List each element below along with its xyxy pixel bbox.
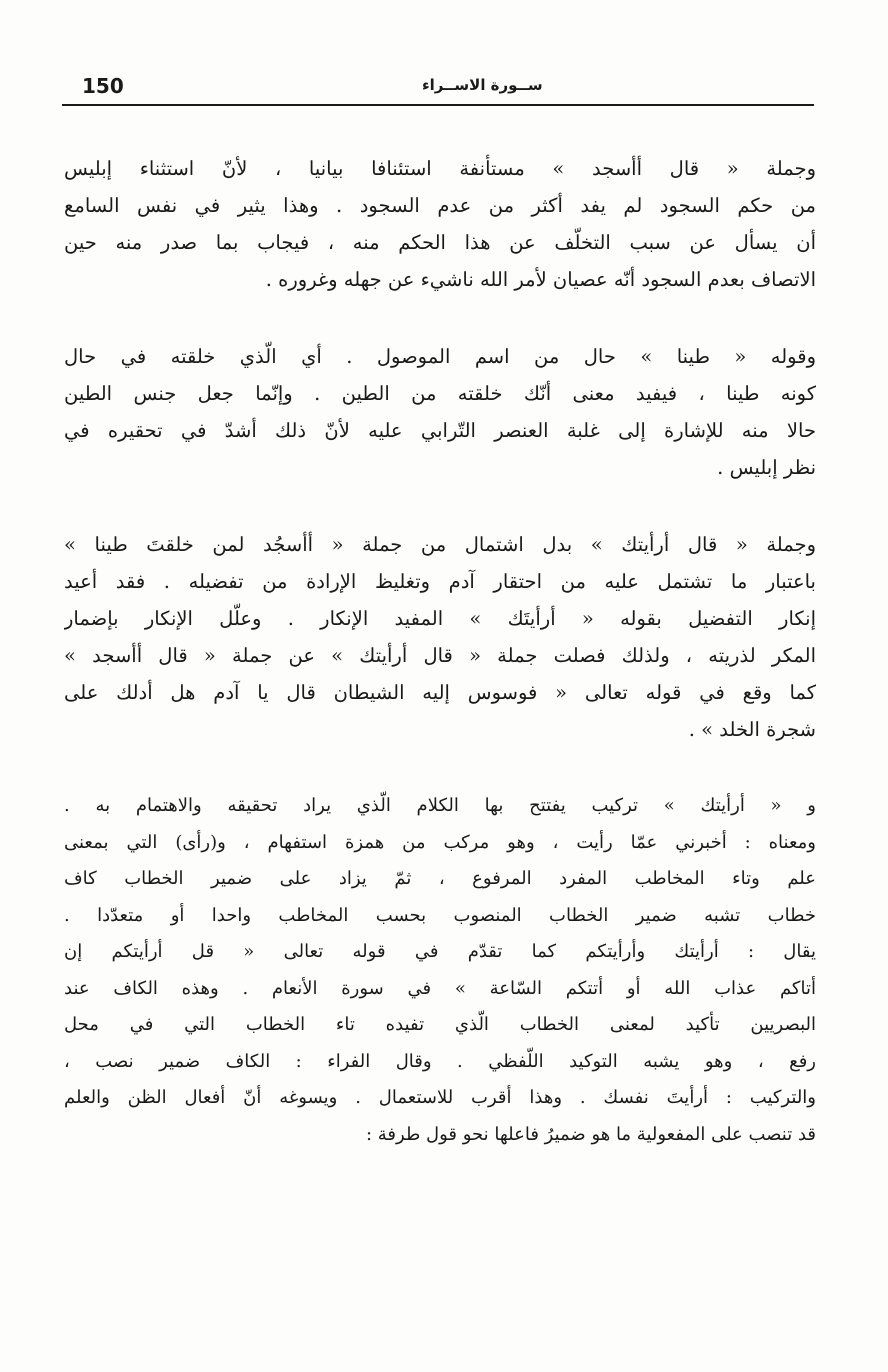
text-line: يقال : أرأيتك وأرأيتكم كما تقدّم في قوله تعالى « قل أرأيتكم إن <box>64 941 816 962</box>
text-line: و « أرأيتك » تركيب يفتتح بها الكلام الّذي يراد تحقيقه والاهتمام به . <box>64 795 816 816</box>
text-line: علم وتاء المخاطب المفرد المرفوع ، ثمّ يزاد على ضمير الخطاب كاف <box>64 868 816 889</box>
text-line: وقوله « طينا » حال من اسم الموصول . أي الّذي خلقته في حال <box>64 345 816 368</box>
paragraph-4 <box>64 788 816 1153</box>
paragraph-3 <box>64 526 816 748</box>
text-line: شجرة الخلد » . <box>688 718 816 741</box>
text-line: خطاب تشبه ضمير الخطاب المنصوب بحسب المخاطب واحدا أو متعدّدا . <box>64 904 816 926</box>
text-line: ومعناه : أخبرني عمّا رأيت ، وهو مركب من همزة استفهام ، و(رأى) التي بمعنى <box>64 831 816 853</box>
text-line: إنكار التفضيل بقوله « أرأيتَك » المفيد الإنكار . وعلّل الإنكار بإضمار <box>64 607 816 630</box>
paragraph-2 <box>64 338 816 486</box>
running-title: ســورة الاســراء <box>422 76 543 94</box>
page-header <box>62 70 814 106</box>
text-line: نظر إبليس . <box>717 456 816 479</box>
text-line: رفع ، وهو يشبه التوكيد اللّفظي . وقال الفراء : الكاف ضمير نصب ، <box>64 1050 816 1072</box>
text-line: وجملة « قال أأسجد » مستأنفة استئنافا بيانيا ، لأنّ استثناء إبليس <box>64 157 816 180</box>
text-line: حالا منه للإشارة إلى غلبة العنصر التّرابي عليه لأنّ ذلك أشدّ في تحقيره في <box>64 419 816 442</box>
text-line: والتركيب : أرأيتَ نفسك . وهذا أقرب للاستعمال . ويسوغه أنّ أفعال الظن والعلم <box>64 1087 816 1108</box>
page-number: 150 <box>82 74 124 98</box>
text-line: أتاكم عذاب الله أو أتتكم السّاعة » في سورة الأنعام . وهذه الكاف عند <box>64 977 816 999</box>
text-line: أن يسأل عن سبب التخلّف عن هذا الحكم منه ، فيجاب بما صدر منه حين <box>64 231 816 254</box>
body-text <box>64 150 816 1193</box>
paragraph-1 <box>64 150 816 298</box>
text-line: كونه طينا ، فيفيد معنى أنّك خلقته من الطين . وإنّما جعل جنس الطين <box>64 382 816 405</box>
text-line: المكر لذريته ، ولذلك فصلت جملة « قال أرأيتك » عن جملة « قال أأسجد » <box>64 644 816 667</box>
text-line: كما وقع في قوله تعالى « فوسوس إليه الشيطان قال يا آدم هل أدلك على <box>64 681 816 704</box>
text-line: باعتبار ما تشتمل عليه من احتقار آدم وتغليظ الإرادة من تفضيله . فقد أعيد <box>64 570 816 593</box>
text-line: وجملة « قال أرأيتك » بدل اشتمال من جملة « أأسجُد لمن خلقتَ طينا » <box>64 533 816 556</box>
header-rule <box>62 104 814 106</box>
text-line: البصريين تأكيد لمعنى الخطاب الّذي تفيده تاء الخطاب التي في محل <box>64 1014 816 1035</box>
text-line: من حكم السجود لم يفد أكثر من عدم السجود . وهذا يثير في نفس السامع <box>64 194 816 217</box>
text-line: الاتصاف بعدم السجود أنّه عصيان لأمر الله ناشيء عن جهله وغروره . <box>265 268 816 291</box>
text-line: قد تنصب على المفعولية ما هو ضميرُ فاعلها نحو قول طرفة : <box>366 1123 816 1145</box>
